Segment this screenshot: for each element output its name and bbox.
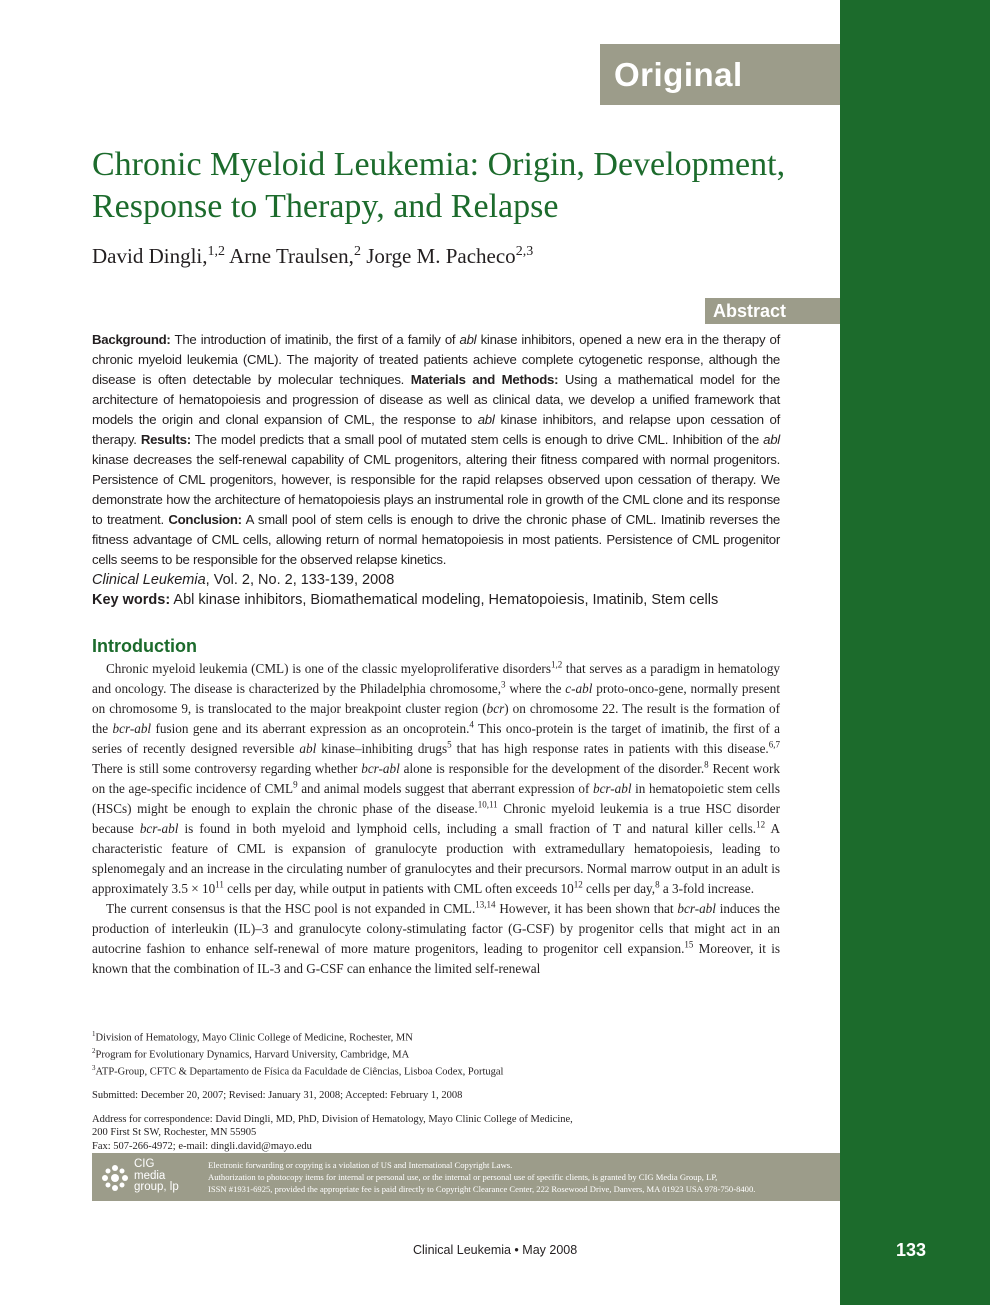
exponent: 11 [215,879,224,890]
gene-name: bcr-abl [361,761,400,776]
text-segment: cells per day, [582,881,656,896]
article-title [92,144,812,228]
gene-name: abl [763,432,780,447]
cig-flower-logo-icon [100,1163,130,1193]
page-number: 133 [895,1240,926,1260]
gene-name: abl [477,412,495,427]
author-list [92,244,533,269]
text-segment: is found in both myeloid and lymphoid cells, including a small fraction of T and natural killer cells. [178,821,757,836]
keywords-text: Abl kinase inhibitors, Biomathematical modeling, Hematopoiesis, Imatinib, Stem cells [173,592,719,608]
introduction-body [92,659,780,979]
introduction-paragraph-2 [92,899,780,979]
text-segment: a 3-fold increase. [659,881,755,896]
text-segment: Recent work on the age-specific incidence of CML [92,761,780,796]
exponent: 12 [573,879,583,890]
logo-line: CIG [134,1158,155,1170]
reference-marker: 10,11 [477,799,498,810]
affiliation-1 [92,1028,792,1045]
submission-dates: Submitted: December 20, 2007; Revised: January 31, 2008; Accepted: February 1, 2008 [92,1090,463,1101]
abstract-text [92,330,780,570]
reference-marker: 3 [501,679,506,690]
abstract-label-results: Results: [140,432,191,447]
introduction-heading: Introduction [92,636,197,656]
abstract-label-background: Background: [92,332,171,347]
reference-marker: 5 [447,739,452,750]
copyright-text [208,1159,838,1195]
author-name: Jorge M. Pacheco [366,244,516,268]
abstract-segment: Using a mathematical model for the architecture of hematopoiesis and progression of disease as well as clinical data, we develop a unified framework that models the origin and clonal expansion of CML, the response to [92,372,780,427]
text-segment: This onco-protein is the target of imatinib, the first of a series of recently designed reversible [92,721,780,756]
gene-name: abl [459,332,477,347]
text-segment: The current consensus is that the HSC pool is not expanded in CML. [106,901,476,916]
reference-marker: 1,2 [550,659,563,670]
abstract-segment: The model predicts that a small pool of mutated stem cells is enough to drive CML. Inhibition of the [194,432,759,447]
reference-marker: 8 [655,879,660,890]
abstract-segment: kinase decreases the self-renewal capability of CML progenitors, altering their fitness compared with normal progenitors. Persistence of CML progenitors, however, is responsible for the rapid relapses observed upon cessation of therapy. We demonstrate how the architecture of hematopoiesis plays an instrumental role in growth of the CML clone and its response to treatment. [92,452,780,527]
author-name: Arne Traulsen, [229,244,354,268]
author-affiliation: 1,2 [207,244,225,259]
journal-name: Clinical Leukemia [92,572,206,588]
keywords [92,590,792,610]
reference-marker: 9 [293,779,298,790]
affiliation-number: 3 [92,1064,96,1072]
text-segment: ) on chromosome 22. The result is the formation of the [92,701,780,736]
keywords-label: Key words: [92,592,171,608]
affiliation-text: ATP-Group, CFTC & Departamento de Física da Faculdade de Ciências, Lisboa Codex, Portugal [95,1066,504,1078]
text-segment: Chronic myeloid leukemia (CML) is one of the classic myeloproliferative disorders [106,661,551,676]
text-segment: A characteristic feature of CML is expansion of granulocyte production with extramedullary hematopoiesis, leading to splenomegaly and an increase in the circulating number of granulocytes and their precursors. Normal marrow output in an adult is approximately 3.5 × 10 [92,821,780,896]
copyright-line: Authorization to photocopy items for internal or personal use, or the internal or personal use of specific clients, is granted by CIG Media Group, LP, [208,1172,718,1182]
gene-name: bcr [486,701,505,716]
author-affiliation: 2,3 [515,244,534,259]
running-footer: Clinical Leukemia • May 2008 [413,1243,578,1257]
reference-marker: 12 [756,819,766,830]
text-segment: There is still some controversy regarding whether [92,761,362,776]
text-segment: that has high response rates in patients with this disease. [451,741,769,756]
affiliation-text: Division of Hematology, Mayo Clinic College of Medicine, Rochester, MN [95,1032,413,1044]
author-affiliation: 2 [353,244,361,259]
abstract-segment: The introduction of imatinib, the first of a family of [174,332,456,347]
text-segment: However, it has been shown that [495,901,678,916]
text-segment: alone is responsible for the development of the disorder. [399,761,705,776]
reference-marker: 8 [704,759,709,770]
abstract-segment: A small pool of stem cells is enough to drive the chronic phase of CML. Imatinib reverses the fitness advantage of CML cells, allowing return of normal hematopoiesis in most patients. Persistence of CML progenitor cells seems to be responsible for the observed relapse kinetics. [92,512,780,567]
copyright-notice [92,1153,840,1201]
text-segment: and animal models suggest that aberrant expression of [297,781,593,796]
correspondence-line-1: Address for correspondence: David Dingli, MD, PhD, Division of Hematology, Mayo Clinic College of Medicine, [92,1113,573,1125]
title-line-2: Response to Therapy, and Relapse [92,188,559,225]
text-segment: where the [505,681,566,696]
publisher-logo-text [134,1159,179,1194]
text-segment: proto-onco-gene, normally present on chromosome 9, is translocated to the major breakpoint cluster region ( [92,681,781,716]
gene-name: bcr-abl [592,781,632,796]
correspondence-line-3: Fax: 507-266-4972; e-mail: dingli.david@mayo.edu [92,1140,312,1152]
text-segment: in hematopoietic stem cells (HSCs) might be enough to explain the chronic phase of the disease. [92,781,780,816]
gene-name: bcr-abl [112,721,152,736]
footnotes [92,1028,792,1153]
reference-marker: 6,7 [768,739,780,750]
abstract-label-methods: Materials and Methods: [410,372,559,387]
text-segment: Moreover, it is known that the combination of IL-3 and G-CSF can enhance the limited self-renewal [92,941,780,976]
citation-details: , Vol. 2, No. 2, 133-139, 2008 [205,572,395,588]
text-segment: induces the production of interleukin (IL)–3 and granulocyte colony-stimulating factor (G-CSF) by progenitor cells that might act in an autocrine fashion to enhance self-renewal of more mature progenitors, leading to progenitor cell expansion. [92,901,780,956]
reference-marker: 13,14 [475,899,496,910]
title-line-1: Chronic Myeloid Leukemia: Origin, Development, [92,146,786,183]
copyright-line: ISSN #1931-6925, provided the appropriate fee is paid directly to Copyright Clearance Center, 222 Rosewood Drive, Danvers, MA 01923 USA 978-750-8400. [208,1184,756,1194]
text-segment: that serves as a paradigm in hematology and oncology. The disease is characterized by the Philadelphia chromosome, [92,661,781,696]
gene-name: c-abl [565,681,593,696]
publisher-logo [100,1157,200,1197]
text-segment: Chronic myeloid leukemia is a true HSC disorder because [92,801,780,836]
text-segment: fusion gene and its aberrant expression as an oncoprotein. [151,721,470,736]
section-banner: Original Contribution [600,44,840,105]
logo-line: group, lp [134,1181,179,1193]
affiliation-2 [92,1045,792,1062]
abstract-heading: Abstract [705,298,840,324]
copyright-line: Electronic forwarding or copying is a violation of US and International Copyright Laws. [208,1160,513,1170]
abstract-segment: kinase inhibitors, opened a new era in the therapy of chronic myeloid leukemia (CML). The majority of treated patients achieve complete cytogenetic response, although the disease is often detectable by molecular techniques. [92,332,780,387]
affiliation-3 [92,1062,792,1079]
abstract-label-conclusion: Conclusion: [168,512,242,527]
affiliation-text: Program for Evolutionary Dynamics, Harvard University, Cambridge, MA [95,1049,410,1061]
side-color-bar [840,0,990,1305]
gene-name: abl [299,741,317,756]
gene-name: bcr-abl [139,821,179,836]
gene-name: bcr-abl [677,901,716,916]
text-segment: kinase–inhibiting drugs [316,741,448,756]
affiliation-number: 2 [92,1047,96,1055]
journal-citation [92,570,792,590]
logo-line: media [134,1169,166,1182]
text-segment: cells per day, while output in patients with CML often exceeds 10 [223,881,574,896]
reference-marker: 15 [684,939,694,950]
introduction-paragraph-1 [92,659,780,899]
abstract-segment: kinase inhibitors, and relapse upon cessation of therapy. [92,412,781,447]
affiliation-number: 1 [92,1030,96,1038]
correspondence-line-2: 200 First St SW, Rochester, MN 55905 [92,1127,257,1138]
author-name: David Dingli, [92,244,208,268]
reference-marker: 4 [469,719,474,730]
